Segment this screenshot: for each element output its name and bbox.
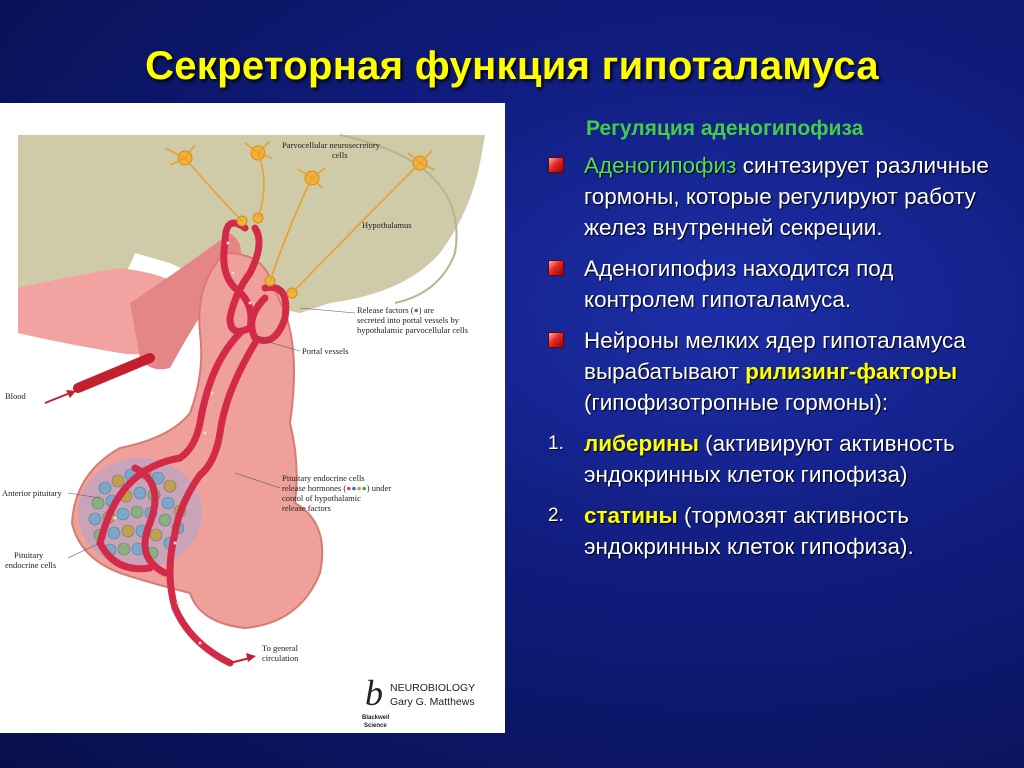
slide-title: Секреторная функция гипоталамуса	[145, 44, 879, 88]
label-pit-endo-1: Pituitary endocrine cells	[282, 473, 365, 483]
numbered-text: (активируют активность эндокринных клеток гипофиза)	[584, 431, 955, 487]
bullet-text: Аденогипофиз находится под контролем гипоталамуса.	[584, 256, 894, 312]
numbered-key-term: либерины	[584, 431, 699, 456]
label-pituitary-cells-1: Pituitary	[14, 550, 44, 560]
item-number: 1.	[548, 433, 564, 454]
label-parvocellular-cells: cells	[332, 150, 348, 160]
numbered-item	[548, 500, 1008, 562]
blood-arrow	[45, 393, 70, 403]
publisher-series: NEUROBIOLOGY	[390, 682, 476, 694]
anatomy-illustration	[0, 103, 505, 733]
bullet-item	[548, 150, 1008, 243]
label-to-general-2: circulation	[262, 653, 299, 663]
outflow-arrowhead	[246, 653, 256, 662]
label-release-3: hypothalamic parvocellular cells	[357, 325, 468, 335]
blood-artery	[78, 358, 150, 388]
slide-subtitle: Регуляция аденогипофиза	[586, 117, 864, 140]
label-anterior-pituitary: Anterior pituitary	[2, 488, 62, 498]
label-pit-endo-4: release factors	[282, 503, 331, 513]
bullet-key-term: рилизинг-факторы	[745, 359, 958, 384]
numbered-key-term: статины	[584, 503, 678, 528]
bullet-square-icon	[548, 260, 564, 276]
hypothalamus-pituitary-figure	[0, 103, 505, 733]
numbered-text: (тормозят активность эндокринных клеток гипофиза).	[584, 503, 914, 559]
publisher-press-1: Blackwell	[362, 715, 390, 721]
label-blood: Blood	[5, 391, 26, 401]
publisher-author: Gary G. Matthews	[390, 696, 475, 708]
bullet-square-icon	[548, 157, 564, 173]
bullet-item	[548, 253, 1008, 315]
label-pituitary-cells-2: endocrine cells	[5, 560, 57, 570]
outflow-arrow	[230, 658, 250, 663]
publisher-press-2: Science	[364, 723, 387, 729]
publisher-logo-letter: b	[365, 673, 383, 713]
bullet-lead: Аденогипофиз	[584, 153, 737, 178]
item-number: 2.	[548, 505, 564, 526]
label-hypothalamus: Hypothalamus	[362, 220, 412, 230]
bullet-list	[548, 150, 1008, 572]
numbered-item	[548, 428, 1008, 490]
label-portal: Portal vessels	[302, 346, 349, 356]
bullet-item	[548, 325, 1008, 418]
label-parvocellular: Parvocellular neurosecretory	[282, 140, 380, 150]
bullet-text: синтезирует различные гормоны, которые регулируют работу желез внутренней секреции.	[584, 153, 989, 240]
label-pit-endo-2: release hormones (●●●●) under	[282, 483, 392, 493]
label-release-2: secreted into portal vessels by	[357, 315, 459, 325]
label-pit-endo-3: contol of hypothalamic	[282, 493, 361, 503]
label-to-general-1: To general	[262, 643, 298, 653]
bullet-text: Нейроны мелких ядер гипоталамуса вырабатывают	[584, 328, 966, 384]
bullet-text: (гипофизотропные гормоны):	[584, 390, 889, 415]
label-release-1: Release factors (●) are	[357, 305, 435, 315]
bullet-square-icon	[548, 332, 564, 348]
